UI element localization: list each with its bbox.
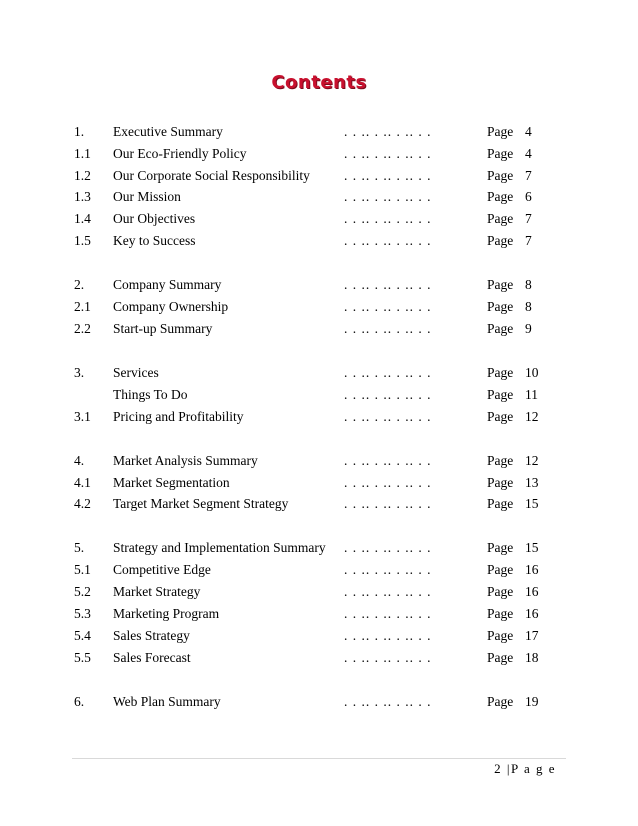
- toc-entry-page-number: 18: [525, 650, 539, 665]
- toc-entry-page-number: 8: [525, 299, 532, 314]
- toc-entry[interactable]: [0, 275, 638, 295]
- toc-entry-page-label: Page: [487, 562, 514, 577]
- toc-entry[interactable]: [0, 626, 638, 646]
- toc-entry-title: Marketing Program: [113, 606, 220, 621]
- toc-entry-page-label: Page: [487, 475, 514, 490]
- toc-entry[interactable]: [0, 363, 638, 383]
- toc-entry-title: Our Mission: [113, 189, 181, 204]
- toc-entry-title: Things To Do: [113, 387, 188, 402]
- toc-entry-leader-dots: . . .. . .. . .. . .: [344, 233, 432, 248]
- toc-entry-page-label: Page: [487, 189, 514, 204]
- toc-entry-page-number: 8: [525, 277, 532, 292]
- toc-entry-page-label: Page: [487, 650, 514, 665]
- toc-entry-number: 6.: [74, 694, 85, 709]
- toc-entry-page-label: Page: [487, 409, 514, 424]
- toc-entry-title: Strategy and Implementation Summary: [113, 540, 326, 555]
- toc-entry-title: Key to Success: [113, 233, 196, 248]
- toc-entry-page-number: 7: [525, 233, 532, 248]
- footer-page-label: P a g e: [510, 761, 556, 776]
- toc-entry-page-label: Page: [487, 694, 514, 709]
- toc-entry-page-label: Page: [487, 299, 514, 314]
- toc-entry-leader-dots: . . .. . .. . .. . .: [344, 189, 432, 204]
- toc-entry-title: Company Summary: [113, 277, 222, 292]
- toc-entry-number: 5.3: [74, 606, 91, 621]
- toc-entry[interactable]: [0, 122, 638, 142]
- toc-entry-leader-dots: . . .. . .. . .. . .: [344, 540, 432, 555]
- toc-entry[interactable]: [0, 538, 638, 558]
- toc-entry-page-number: 10: [525, 365, 539, 380]
- toc-entry-page-number: 4: [525, 124, 532, 139]
- toc-entry[interactable]: [0, 473, 638, 493]
- toc-entry-title: Company Ownership: [113, 299, 229, 314]
- toc-entry-page-number: 15: [525, 540, 539, 555]
- toc-entry-page-label: Page: [487, 496, 514, 511]
- toc-entry-number: 5.4: [74, 628, 91, 643]
- footer-divider: [72, 758, 566, 759]
- toc-entry-page-label: Page: [487, 628, 514, 643]
- toc-entry-page-number: 4: [525, 146, 532, 161]
- toc-entry-title: Start-up Summary: [113, 321, 213, 336]
- toc-entry[interactable]: [0, 297, 638, 317]
- toc-entry-number: 2.2: [74, 321, 91, 336]
- toc-entry-title: Sales Forecast: [113, 650, 191, 665]
- toc-entry[interactable]: [0, 451, 638, 471]
- toc-entry-leader-dots: . . .. . .. . .. . .: [344, 628, 432, 643]
- toc-entry-page-number: 16: [525, 584, 539, 599]
- toc-entry[interactable]: [0, 582, 638, 602]
- toc-entry-leader-dots: . . .. . .. . .. . .: [344, 409, 432, 424]
- page-footer: [494, 760, 556, 778]
- toc-entry-title: Our Corporate Social Responsibility: [113, 168, 310, 183]
- toc-entry-leader-dots: . . .. . .. . .. . .: [344, 584, 432, 599]
- toc-entry[interactable]: [0, 560, 638, 580]
- toc-entry-leader-dots: . . .. . .. . .. . .: [344, 299, 432, 314]
- toc-entry-title: Target Market Segment Strategy: [113, 496, 289, 511]
- toc-entry-page-label: Page: [487, 365, 514, 380]
- toc-entry-leader-dots: . . .. . .. . .. . .: [344, 650, 432, 665]
- toc-entry[interactable]: [0, 494, 638, 514]
- toc-entry-number: 4.1: [74, 475, 91, 490]
- page-title: Contents: [271, 72, 367, 93]
- toc-entry-number: 4.: [74, 453, 85, 468]
- toc-entry-title: Market Segmentation: [113, 475, 230, 490]
- toc-entry[interactable]: [0, 407, 638, 427]
- toc-entry-number: 5.: [74, 540, 85, 555]
- toc-entry-number: 2.1: [74, 299, 91, 314]
- toc-entry-number: 2.: [74, 277, 85, 292]
- toc-entry-page-label: Page: [487, 321, 514, 336]
- toc-entry-leader-dots: . . .. . .. . .. . .: [344, 124, 432, 139]
- toc-entry-number: 4.2: [74, 496, 91, 511]
- toc-entry-number: 5.2: [74, 584, 91, 599]
- toc-entry-number: 1.1: [74, 146, 91, 161]
- toc-entry-number: 5.5: [74, 650, 91, 665]
- toc-entry-page-number: 11: [525, 387, 538, 402]
- toc-entry[interactable]: [0, 319, 638, 339]
- toc-entry-page-number: 9: [525, 321, 532, 336]
- toc-entry-page-label: Page: [487, 233, 514, 248]
- toc-entry-page-number: 16: [525, 562, 539, 577]
- toc-entry-leader-dots: . . .. . .. . .. . .: [344, 496, 432, 511]
- toc-entry-page-label: Page: [487, 146, 514, 161]
- toc-entry-title: Services: [113, 365, 159, 380]
- toc-entry-title: Web Plan Summary: [113, 694, 221, 709]
- toc-entry-leader-dots: . . .. . .. . .. . .: [344, 562, 432, 577]
- toc-entry-leader-dots: . . .. . .. . .. . .: [344, 168, 432, 183]
- footer-page-number: 2: [494, 761, 503, 776]
- toc-entry-page-label: Page: [487, 124, 514, 139]
- toc-entry-title: Sales Strategy: [113, 628, 190, 643]
- toc-entry-number: 1.2: [74, 168, 91, 183]
- toc-entry-number: 1.4: [74, 211, 91, 226]
- toc-entry-leader-dots: . . .. . .. . .. . .: [344, 453, 432, 468]
- toc-entry-title: Competitive Edge: [113, 562, 211, 577]
- toc-entry-page-label: Page: [487, 453, 514, 468]
- toc-entry-page-label: Page: [487, 277, 514, 292]
- toc-entry-number: 3.: [74, 365, 85, 380]
- toc-entry-page-label: Page: [487, 606, 514, 621]
- toc-entry-page-number: 6: [525, 189, 532, 204]
- toc-entry[interactable]: [0, 385, 638, 405]
- footer-separator: |: [506, 761, 511, 776]
- toc-entry[interactable]: [0, 648, 638, 668]
- toc-entry-title: Executive Summary: [113, 124, 223, 139]
- toc-entry-number: 3.1: [74, 409, 91, 424]
- toc-entry-page-label: Page: [487, 211, 514, 226]
- toc-entry-page-label: Page: [487, 584, 514, 599]
- toc-entry-leader-dots: . . .. . .. . .. . .: [344, 365, 432, 380]
- toc-entry-page-number: 13: [525, 475, 539, 490]
- toc-entry-title: Pricing and Profitability: [113, 409, 244, 424]
- toc-entry-page-number: 7: [525, 211, 532, 226]
- toc-entry-leader-dots: . . .. . .. . .. . .: [344, 475, 432, 490]
- toc-entry-page-number: 15: [525, 496, 539, 511]
- toc-entry-page-label: Page: [487, 387, 514, 402]
- toc-entry-leader-dots: . . .. . .. . .. . .: [344, 211, 432, 226]
- toc-entry-title: Market Strategy: [113, 584, 201, 599]
- toc-entry-leader-dots: . . .. . .. . .. . .: [344, 146, 432, 161]
- toc-entry-number: 1.5: [74, 233, 91, 248]
- toc-entry-page-label: Page: [487, 540, 514, 555]
- toc-entry-page-number: 19: [525, 694, 539, 709]
- toc-entry[interactable]: [0, 604, 638, 624]
- toc-entry[interactable]: [0, 692, 638, 712]
- toc-entry-page-number: 12: [525, 453, 539, 468]
- toc-entry-leader-dots: . . .. . .. . .. . .: [344, 387, 432, 402]
- toc-entry[interactable]: [0, 209, 638, 229]
- toc-entry-page-label: Page: [487, 168, 514, 183]
- toc-entry[interactable]: [0, 187, 638, 207]
- toc-entry-title: Our Objectives: [113, 211, 196, 226]
- toc-entry-number: 5.1: [74, 562, 91, 577]
- toc-entry[interactable]: [0, 231, 638, 251]
- toc-entry-page-number: 17: [525, 628, 539, 643]
- toc-entry[interactable]: [0, 144, 638, 164]
- toc-entry-number: 1.3: [74, 189, 91, 204]
- toc-entry-leader-dots: . . .. . .. . .. . .: [344, 694, 432, 709]
- toc-entry-leader-dots: . . .. . .. . .. . .: [344, 321, 432, 336]
- toc-entry-page-number: 12: [525, 409, 539, 424]
- toc-entry-page-number: 7: [525, 168, 532, 183]
- toc-entry-leader-dots: . . .. . .. . .. . .: [344, 606, 432, 621]
- toc-entry-title: Market Analysis Summary: [113, 453, 258, 468]
- toc-entry-title: Our Eco-Friendly Policy: [113, 146, 247, 161]
- toc-entry-leader-dots: . . .. . .. . .. . .: [344, 277, 432, 292]
- toc-entry-number: 1.: [74, 124, 85, 139]
- toc-entry[interactable]: [0, 166, 638, 186]
- toc-entry-page-number: 16: [525, 606, 539, 621]
